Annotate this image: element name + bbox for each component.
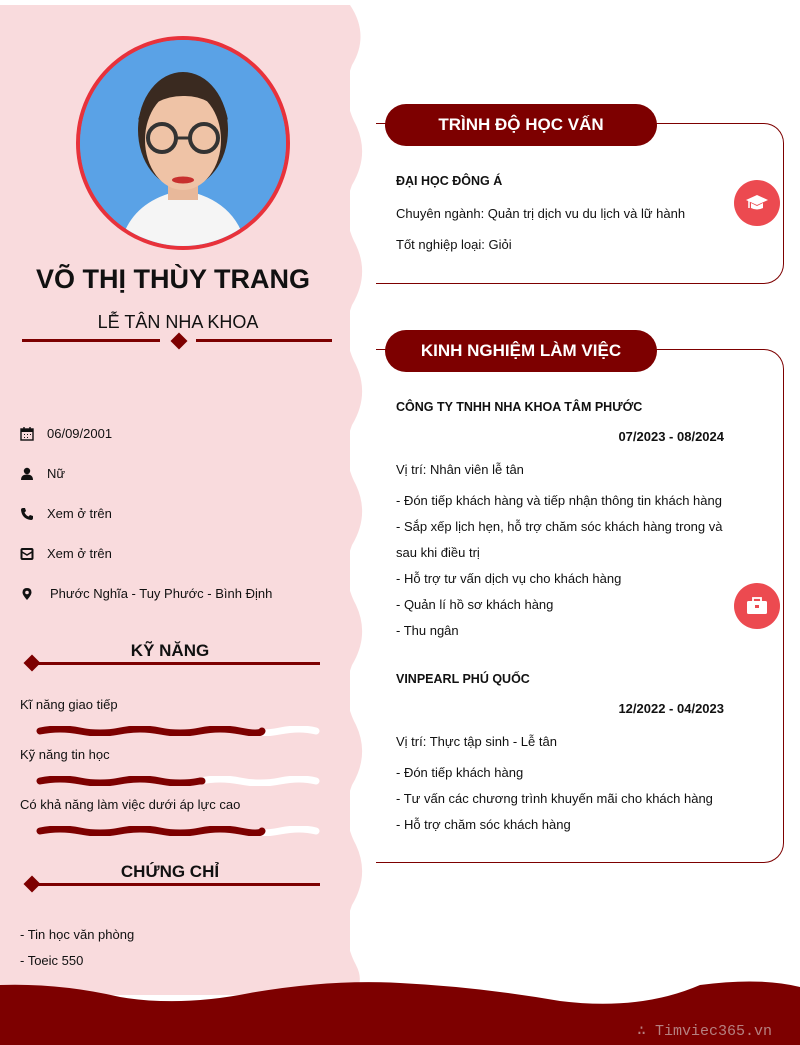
contact-birthday [20,426,112,441]
skills-heading: KỸ NĂNG [130,641,210,660]
job-duty: - Tư vấn các chương trình khuyến mãi cho khách hàng [396,791,713,806]
certificates-divider [32,883,320,886]
education-card [376,123,784,284]
skill-bar-pressure [36,826,320,836]
title-divider-right [196,339,332,342]
email-icon [20,547,34,561]
job-position: Vị trí: Thực tập sinh - Lễ tân [396,734,557,749]
job-duty: - Hỗ trợ tư vấn dịch vụ cho khách hàng [396,571,622,586]
skills-divider [32,662,320,665]
job-title: LỄ TÂN NHA KHOA [97,312,259,332]
contact-address [20,586,272,601]
certificate-item: - Toeic 550 [20,953,84,968]
certificate-item: - Tin học văn phòng [20,927,135,942]
calendar-icon [20,427,34,441]
job-duty: - Đón tiếp khách hàng và tiếp nhận thông tin khách hàng [396,493,722,508]
portrait-icon [80,40,286,246]
user-icon [20,467,34,481]
experience-heading: KINH NGHIỆM LÀM VIỆC [385,330,657,372]
phone-icon [20,507,34,521]
skill-label: Kỹ năng tin học [20,747,110,762]
email-value[interactable]: Xem ở trên [47,546,112,561]
job-duty: - Sắp xếp lịch hẹn, hỗ trợ chăm sóc khách hàng trong và [396,519,723,534]
job-duty: sau khi điều trị [396,545,480,560]
education-major: Chuyên ngành: Quản trị dịch vu du lịch và lữ hành [396,206,686,221]
gender-value: Nữ [47,466,66,481]
education-heading: TRÌNH ĐỘ HỌC VẤN [385,104,657,146]
job-duty: - Đón tiếp khách hàng [396,765,524,780]
job-duty: - Thu ngân [396,623,459,638]
school-name: ĐẠI HỌC ĐÔNG Á [396,174,503,188]
skill-label: Có khả năng làm việc dưới áp lực cao [20,797,241,812]
job-position: Vị trí: Nhân viên lễ tân [396,462,524,477]
wave-edge [340,5,380,995]
phone-value[interactable]: Xem ở trên [47,506,112,521]
address-value: Phước Nghĩa - Tuy Phước - Bình Định [50,586,273,601]
job-period: 07/2023 - 08/2024 [618,429,724,444]
education-grade: Tốt nghiệp loại: Giỏi [396,237,512,252]
watermark: ∴ Timviec365.vn [636,1023,772,1040]
skill-bar-computer [36,776,320,786]
certificates-heading: CHỨNG CHỈ [120,862,220,881]
job-duty: - Hỗ trợ chăm sóc khách hàng [396,817,571,832]
skill-bar-communication [36,726,320,736]
contact-phone [20,506,112,521]
graduation-cap-icon [734,180,780,226]
title-divider-left [22,339,160,342]
company-name: VINPEARL PHÚ QUỐC [396,672,530,686]
company-name: CÔNG TY TNHH NHA KHOA TÂM PHƯỚC [396,400,643,414]
avatar-photo [76,36,290,250]
skill-label: Kĩ năng giao tiếp [20,697,118,712]
job-duty: - Quản lí hồ sơ khách hàng [396,597,554,612]
location-icon [20,587,34,601]
briefcase-icon [734,583,780,629]
job-period: 12/2022 - 04/2023 [618,701,724,716]
candidate-name: VÕ THỊ THÙY TRANG [35,264,310,294]
contact-gender [20,466,65,481]
birthday-value: 06/09/2001 [47,426,113,441]
contact-email [20,546,112,561]
